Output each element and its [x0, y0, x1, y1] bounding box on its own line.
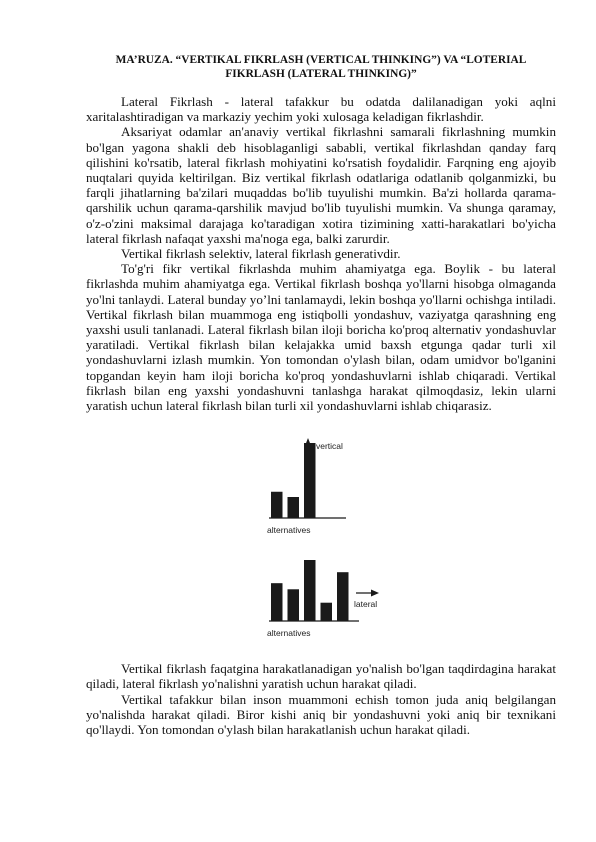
thinking-diagram: [86, 418, 556, 649]
vertical-bar-3: [304, 443, 316, 518]
vertical-bar-2: [288, 497, 300, 518]
vertical-thinking-diagram: [267, 438, 346, 535]
lateral-bar-4: [321, 603, 333, 621]
lateral-bar-2: [288, 590, 300, 622]
paragraph: Vertikal fikrlash faqatgina harakatlanadigan yo'nalish bo'lgan taqdirdagina harakat qiladi, lateral fikrlash yo'nalishni yaratish uchun harakat qiladi.: [86, 661, 556, 692]
paragraph: Aksariyat odamlar an'anaviy vertikal fikrlashni samarali fikrlashning mumkin bo'lgan yagona shakli deb hisoblaganligi sababli, vertikal fikrlashdan qanday farq qilishini ko'rsatib, lateral fikrlash mohiyatini ko'rsatish foydalidir. Farqning eng ajoyib nuqtalari quyida keltirilgan. Biz vertikal fikrlash odatlariga odatlanib qolganmizki, bu farqli jihatlarning ba'zilari muqaddas bo'lib tuyulishi mumkin. Ba'zi hollarda qarama-qarshilik uchun qarama-qarshilik mavjud bo'lib tuyulishi mumkin. Va shunga qaramay, o'z-o'zini maksimal darajaga ko'taradigan xotira tizimining xatti-harakatlari bo'yicha lateral fikrlash nafaqat yaxshi ma'noga ega, balki zarurdir.: [86, 124, 556, 246]
vertical-bar-1: [271, 492, 283, 518]
vertical-alternatives-label: alternatives: [267, 525, 311, 536]
lateral-alternatives-label: alternatives: [267, 628, 311, 639]
lateral-arrow-head: [371, 590, 379, 597]
bottom-text-block: [86, 661, 556, 737]
paragraph: To'g'ri fikr vertikal fikrlashda muhim ahamiyatga ega. Boylik - bu lateral fikrlashda muhim ahamiyatga ega. Vertikal fikrlash boshqa yo'llarni hisobga olmaganda yo'lni tanlaydi. Lateral bunday yo’lni tanlamaydi, lekin boshqa yo'llarni ochishga intiladi. Vertikal fikrlash bilan muammoga eng istiqbolli yondashuv, vaziyatga qarashning eng yaxshi usuli tanlanadi. Lateral fikrlash bilan iloji boricha ko'proq alternativ yondashuvlar yaratiladi. Vertikal fikrlash bilan kelajakka umid baxsh etgunga qadar turli xil yondashuvlarni izlash mumkin. Yon tomondan o'ylash bilan, odam umidvor bo'lganini topgandan keyin ham iloji boricha ko'proq yondashuvlarni ishlab chiqaradi. Vertikal fikrlash bilan eng yaxshi yondashuvni tanlashga harakat qilmoqdasiz, lekin ularni yaratish uchun lateral fikrlash bilan turli xil yondashuvlarni ishlab chiqarasiz.: [86, 261, 556, 414]
document-title: MA’RUZA. “VERTIKAL FIKRLASH (VERTICAL THINKING”) VA “LOTERIAL FIKRLASH (LATERAL THINKING)”: [115, 54, 527, 80]
thinking-diagram-svg: [86, 418, 556, 649]
lateral-label: lateral: [354, 599, 378, 610]
lateral-bar-3: [304, 560, 316, 621]
paragraph: Vertikal fikrlash selektiv, lateral fikrlash generativdir.: [121, 246, 401, 262]
paragraph: Lateral Fikrlash - lateral tafakkur bu odatda dalilanadigan yoki aqlni xaritalashtiradigan va markaziy yechim yoki xulosaga keladigan fikrlashdir.: [86, 94, 556, 125]
lateral-thinking-diagram: [267, 560, 379, 638]
lateral-bar-5: [337, 572, 349, 621]
document-page: [86, 54, 556, 737]
top-text-block: [86, 94, 556, 413]
lateral-bar-1: [271, 583, 283, 621]
vertical-label: vertical: [316, 441, 343, 452]
paragraph: Vertikal tafakkur bilan inson muammoni echish tomon juda aniq belgilangan yo'nalishda harakat qiladi. Biror kishi aniq bir yondashuvni yoki aniq bir texnikani qo'llaydi. Yon tomondan o'ylash bilan harakatlanish uchun harakat qiladi.: [86, 691, 556, 738]
